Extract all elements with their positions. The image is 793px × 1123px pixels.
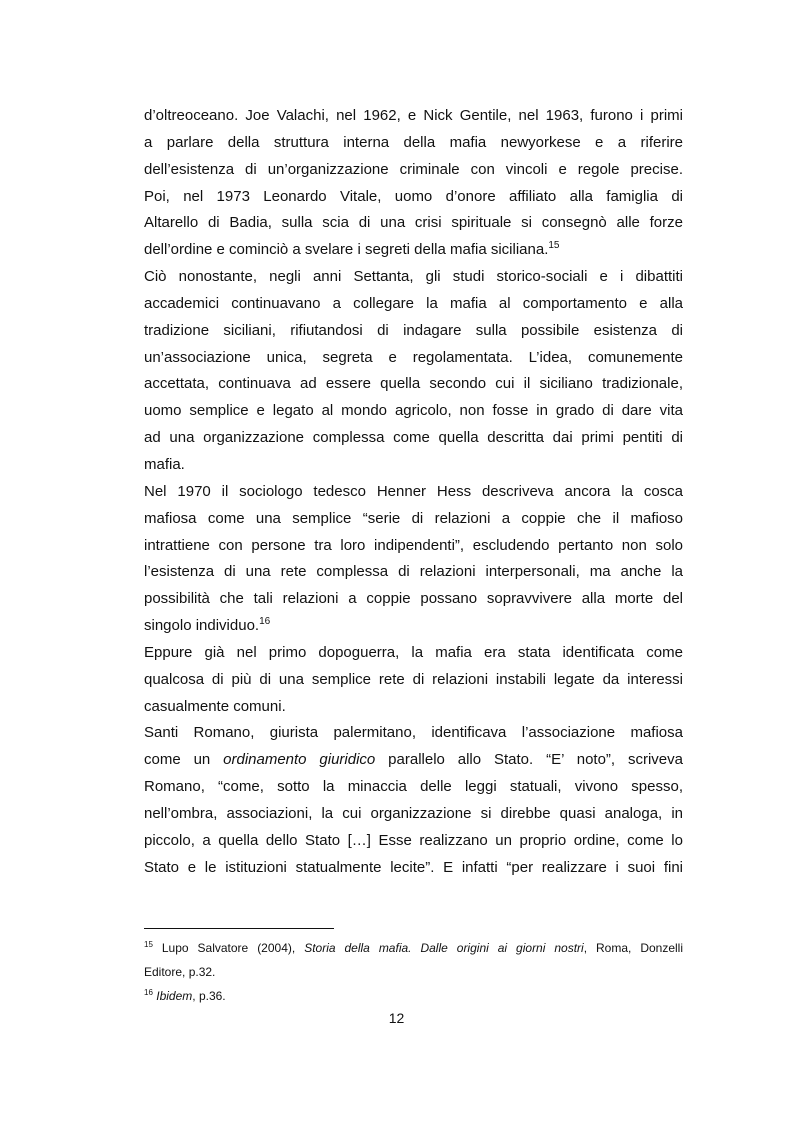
text-line: intrattiene con persone tra loro indipendenti”, escludendo pertanto non solo xyxy=(144,536,683,554)
text-line: a parlare della struttura interna della mafia newyorkese e a riferire xyxy=(144,133,683,151)
text-line: Romano, “come, sotto la minaccia delle leggi statuali, vivono spesso, xyxy=(144,778,683,796)
text-line: l’esistenza di una rete complessa di relazioni interpersonali, ma anche la xyxy=(144,563,683,581)
text-line: Ciò nonostante, negli anni Settanta, gli studi storico-sociali e i dibattiti xyxy=(144,268,683,286)
footnote-number: 15 xyxy=(144,940,153,949)
text-line: un’associazione unica, segreta e regolamentata. L’idea, comunemente xyxy=(144,348,683,366)
text-line: accademici continuavano a collegare la mafia al comportamento e alla xyxy=(144,294,683,312)
text-fragment: come un xyxy=(144,751,224,769)
text-line: Poi, nel 1973 Leonardo Vitale, uomo d’onore affiliato alla famiglia di xyxy=(144,187,683,205)
text-line: possibilità che tali relazioni a coppie possano sopravvivere alla morte del xyxy=(144,590,683,608)
paragraph xyxy=(144,640,683,721)
footnote-ref[interactable]: 16 xyxy=(259,616,271,628)
paragraph xyxy=(144,720,683,881)
text-line xyxy=(144,237,683,264)
text-line xyxy=(144,613,683,640)
italic-term: ordinamento giuridico xyxy=(223,751,376,769)
footnote xyxy=(144,936,683,984)
paragraph xyxy=(144,103,683,264)
text-line: accettata, continuava ad essere quella secondo cui il siciliano tradizionale, xyxy=(144,375,683,393)
text-line xyxy=(144,747,683,774)
text-line: uomo semplice e legato al mondo agricolo, non fosse in grado di dare vita xyxy=(144,402,683,420)
text-fragment: singolo individuo. xyxy=(144,617,260,635)
footnote-separator xyxy=(144,928,334,929)
text-line: Altarello di Badia, sulla scia di una crisi spirituale si consegnò alle forze xyxy=(144,214,683,232)
footnote-line xyxy=(144,984,683,1008)
text-line: piccolo, a quella dello Stato […] Esse realizzano un proprio ordine, come lo xyxy=(144,831,683,849)
text-fragment: Lupo Salvatore (2004), xyxy=(152,941,305,955)
text-line: qualcosa di più di una semplice rete di relazioni instabili legate da interessi xyxy=(144,670,683,688)
text-fragment: dell’ordine e cominciò a svelare i segreti della mafia siciliana. xyxy=(144,241,549,259)
footnote-number: 16 xyxy=(144,988,153,997)
text-line: Eppure già nel primo dopoguerra, la mafia era stata identificata come xyxy=(144,643,683,661)
text-line: nell’ombra, associazioni, la cui organizzazione si direbbe quasi analoga, in xyxy=(144,804,683,822)
text-line: ad una organizzazione complessa come quella descritta dai primi pentiti di xyxy=(144,429,683,447)
text-fragment: , p.36. xyxy=(192,989,226,1003)
text-fragment: , Roma, Donzelli xyxy=(583,941,684,955)
text-line: dell’esistenza di un’organizzazione criminale con vincoli e regole precise. xyxy=(144,160,683,178)
footnote-title: Storia della mafia. Dalle origini ai giorni nostri xyxy=(304,941,584,955)
body-text xyxy=(144,103,683,881)
text-line: mafia. xyxy=(144,455,185,473)
page-number: 12 xyxy=(388,1010,405,1026)
footnote-line xyxy=(144,936,683,960)
text-fragment: parallelo allo Stato. “E’ noto”, scriveva xyxy=(375,751,683,769)
footnotes xyxy=(144,936,683,1008)
footnote-ref[interactable]: 15 xyxy=(548,240,560,252)
footnote-line: Editore, p.32. xyxy=(144,965,216,979)
text-line: Nel 1970 il sociologo tedesco Henner Hess descriveva ancora la cosca xyxy=(144,482,683,500)
text-line: casualmente comuni. xyxy=(144,697,286,715)
text-line: Santi Romano, giurista palermitano, identificava l’associazione mafiosa xyxy=(144,724,683,742)
paragraph xyxy=(144,264,683,479)
text-line: mafiosa come una semplice “serie di relazioni a coppie che il mafioso xyxy=(144,509,683,527)
text-line: tradizione siciliani, rifiutandosi di indagare sulla possibile esistenza di xyxy=(144,321,683,339)
paragraph xyxy=(144,479,683,640)
text-line: Stato e le istituzioni statualmente lecite”. E infatti “per realizzare i suoi fini xyxy=(144,858,683,876)
footnote-title: Ibidem xyxy=(156,989,193,1003)
footnote xyxy=(144,984,683,1008)
text-line: d’oltreoceano. Joe Valachi, nel 1962, e Nick Gentile, nel 1963, furono i primi xyxy=(144,107,683,124)
